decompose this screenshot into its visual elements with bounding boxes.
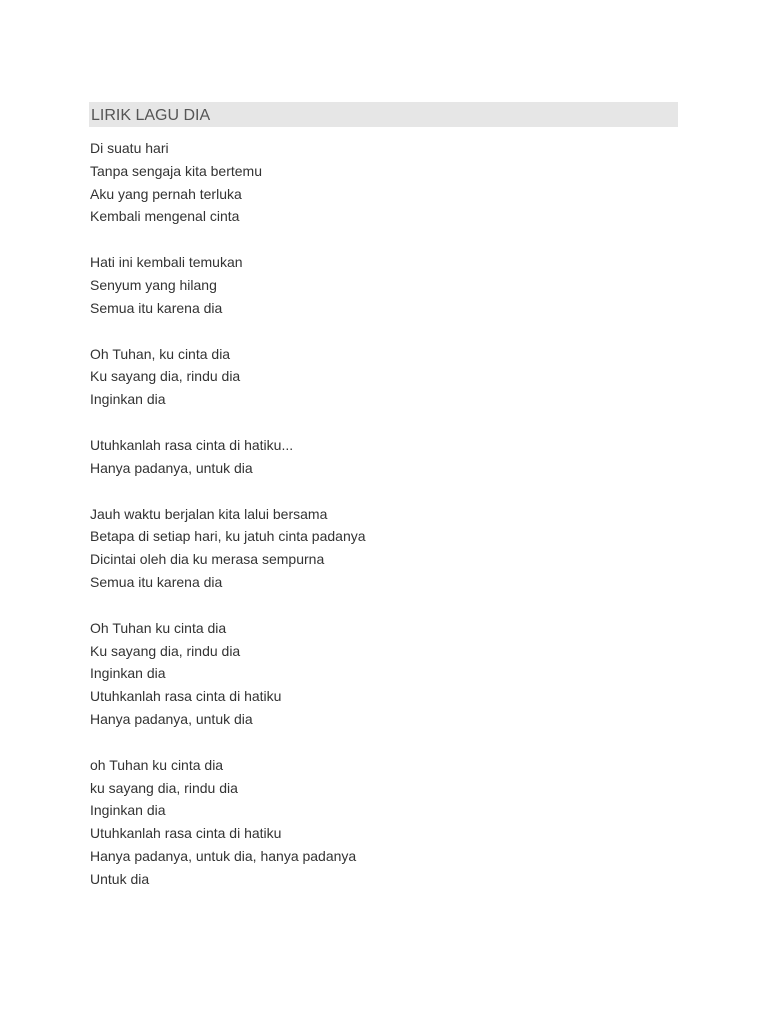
lyric-line: oh Tuhan ku cinta dia [90,756,224,773]
lyric-line: Ku sayang dia, rindu dia [90,368,241,385]
lyric-line: Kembali mengenal cinta [90,208,240,225]
lyric-line: Hanya padanya, untuk dia [90,710,253,727]
lyric-line: Hanya padanya, untuk dia [90,459,253,476]
lyric-line: Ku sayang dia, rindu dia [90,642,241,659]
lyrics-stanza [90,343,670,411]
lyric-line: Aku yang pernah terluka [90,185,242,202]
lyrics-stanza [90,503,670,594]
lyric-line: Inginkan dia [90,391,166,408]
lyrics-stanza [90,251,670,319]
lyrics-body [90,137,670,914]
lyric-line: Jauh waktu berjalan kita lalui bersama [90,505,328,522]
lyric-line: ku sayang dia, rindu dia [90,779,238,796]
lyric-line: Senyum yang hilang [90,276,217,293]
lyric-line: Utuhkanlah rasa cinta di hatiku [90,825,282,842]
lyric-line: Dicintai oleh dia ku merasa sempurna [90,551,325,568]
lyrics-stanza [90,434,670,480]
document-title: LIRIK LAGU DIA [89,102,678,127]
lyric-line: Di suatu hari [90,140,169,156]
lyrics-stanza [90,137,670,228]
lyrics-stanza [90,754,670,891]
lyric-line: Inginkan dia [90,802,166,819]
lyric-line: Inginkan dia [90,665,166,682]
lyric-line: Oh Tuhan ku cinta dia [90,619,227,636]
lyric-line: Utuhkanlah rasa cinta di hatiku [90,688,282,705]
lyric-line: Hati ini kembali temukan [90,254,243,271]
lyric-line: Betapa di setiap hari, ku jatuh cinta padanya [90,528,366,545]
lyric-line: Untuk dia [90,870,150,887]
lyric-line: Tanpa sengaja kita bertemu [90,162,262,179]
lyrics-stanza [90,617,670,731]
lyric-line: Oh Tuhan, ku cinta dia [90,345,231,362]
lyric-line: Semua itu karena dia [90,573,223,590]
lyric-line: Utuhkanlah rasa cinta di hatiku... [90,436,294,453]
lyric-line: Hanya padanya, untuk dia, hanya padanya [90,847,357,864]
lyric-line: Semua itu karena dia [90,299,223,316]
